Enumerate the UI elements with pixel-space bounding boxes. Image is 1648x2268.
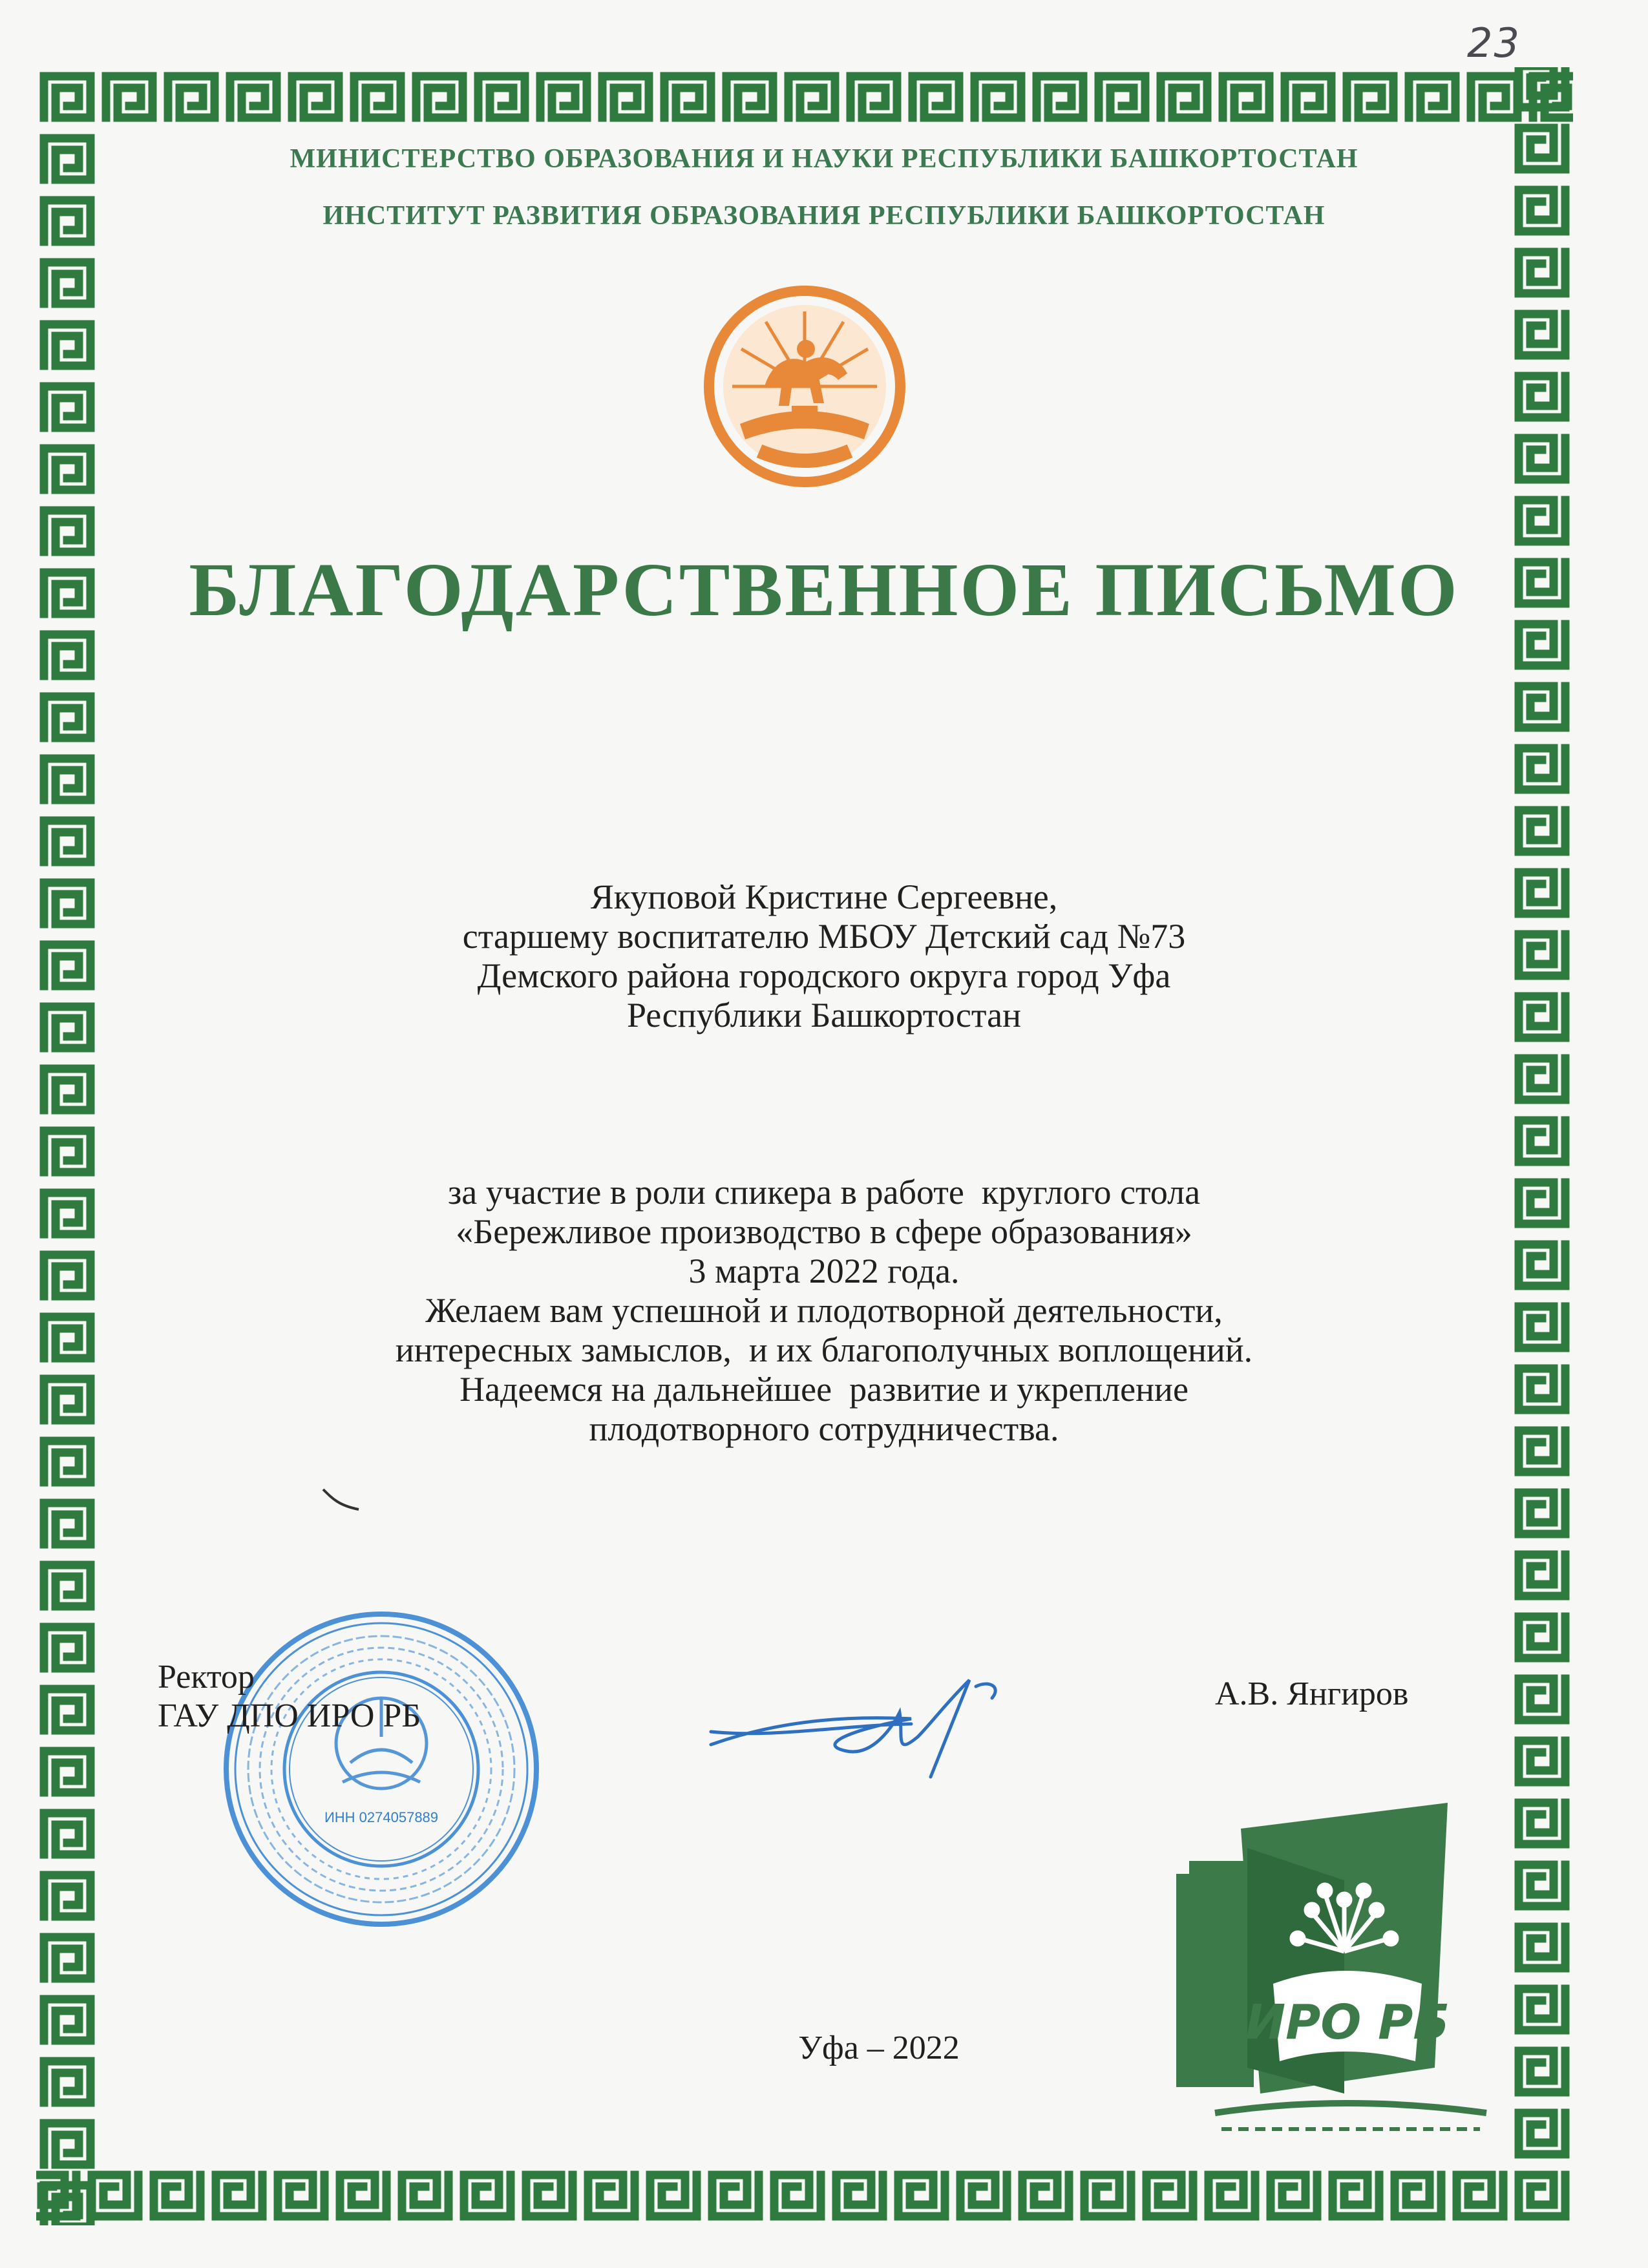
- signatory-position: Ректор: [158, 1659, 255, 1696]
- recipient-district: Демского района городского округа город Уфа: [477, 956, 1171, 995]
- gratitude-text: [129, 1173, 1519, 1449]
- bashkortostan-coat-of-arms-icon: [695, 277, 914, 496]
- ornamental-border-left: [36, 67, 98, 2225]
- scan-mark: [320, 1486, 365, 1518]
- institute-header: ИНСТИТУТ РАЗВИТИЯ ОБРАЗОВАНИЯ РЕСПУБЛИКИ БАШКОРТОСТАН: [322, 201, 1326, 231]
- signatory-block: [158, 1658, 421, 1736]
- body-line: 3 марта 2022 года.: [688, 1252, 960, 1290]
- recipient-position: старшему воспитателю МБОУ Детский сад №73: [462, 917, 1186, 956]
- ornamental-border-top: [36, 67, 1573, 129]
- stamp-inn-text: ИНН 0274057889: [324, 1809, 439, 1825]
- iro-rb-logo-icon: [1150, 1790, 1512, 2152]
- logo-text: ИРО РБ: [1245, 1995, 1450, 2050]
- recipient-name: Якуповой Кристине Сергеевне,: [590, 877, 1058, 916]
- ministry-header: МИНИСТЕРСТВО ОБРАЗОВАНИЯ И НАУКИ РЕСПУБЛИКИ БАШКОРТОСТАН: [290, 144, 1358, 174]
- body-line: плодотворного сотрудничества.: [589, 1409, 1059, 1448]
- ornamental-border-right: [1511, 67, 1573, 2225]
- handwritten-signature: [698, 1648, 1047, 1790]
- document-title: БЛАГОДАРСТВЕННОЕ ПИСЬМО: [189, 547, 1459, 632]
- recipient-republic: Республики Башкортостан: [626, 996, 1022, 1034]
- recipient-block: [129, 877, 1519, 1035]
- handwritten-page-number: 23: [1467, 19, 1521, 67]
- round-seal-stamp-icon: [213, 1601, 549, 1937]
- body-line: Надеемся на дальнейшее развитие и укрепление: [460, 1370, 1188, 1409]
- body-line: «Бережливое производство в сфере образования»: [456, 1212, 1192, 1251]
- signatory-organization: ГАУ ДПО ИРО РБ: [158, 1697, 421, 1734]
- body-line: за участие в роли спикера в работе круглого стола: [447, 1173, 1201, 1212]
- place-and-year: Уфа – 2022: [798, 2030, 960, 2066]
- signatory-name: А.В. Янгиров: [1215, 1675, 1409, 1712]
- body-line: Желаем вам успешной и плодотворной деятельности,: [425, 1291, 1223, 1330]
- ornamental-border-bottom: [36, 2163, 1573, 2225]
- body-line: интересных замыслов, и их благополучных воплощений.: [395, 1330, 1253, 1369]
